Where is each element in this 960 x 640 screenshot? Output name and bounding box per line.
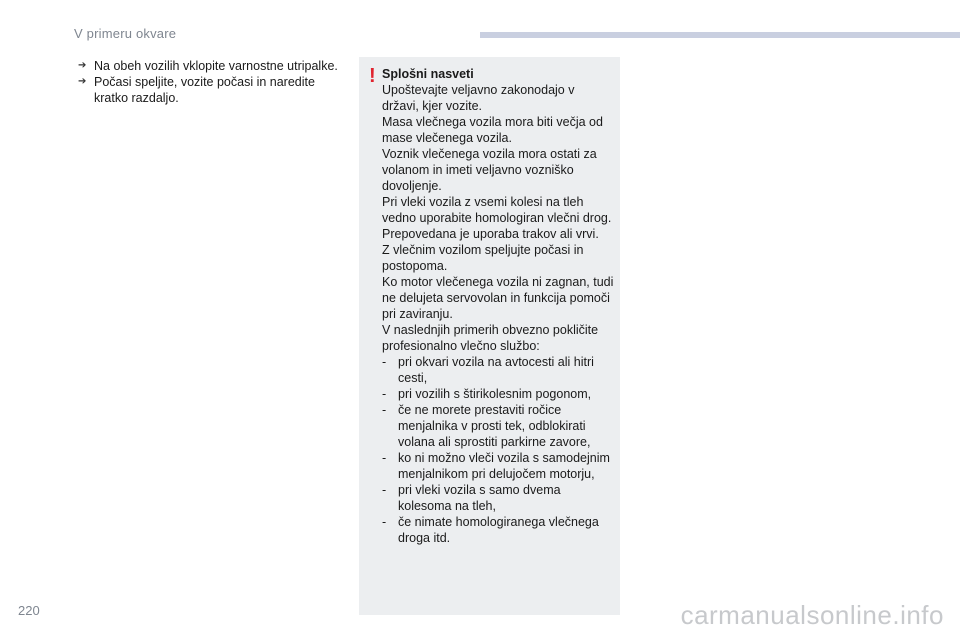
header-accent-bar: [480, 32, 960, 38]
bullet-text: če ne morete prestaviti ročice menjalnika v prosti tek, odblokirati volana ali sprostiti parkirne zavore,: [398, 403, 591, 449]
advice-paragraph: Pri vleki vozila z vsemi kolesi na tleh vedno uporabite homologiran vlečni drog. Prepovedana je uporaba trakov ali vrvi.: [382, 195, 612, 241]
list-item: [382, 450, 614, 482]
advice-bullet-list: [382, 354, 614, 546]
step-item: [78, 58, 348, 74]
advice-paragraph: Masa vlečnega vozila mora biti večja od mase vlečenega vozila.: [382, 115, 603, 145]
steps-list: [78, 58, 348, 106]
page-header-title: V primeru okvare: [74, 26, 177, 41]
advice-paragraph: V naslednjih primerih obvezno pokličite profesionalno vlečno službo:: [382, 323, 599, 353]
bullet-dash: -: [382, 515, 387, 529]
step-text: Počasi speljite, vozite počasi in naredite kratko razdaljo.: [94, 75, 315, 105]
advice-title: Splošni nasveti: [382, 67, 474, 81]
watermark[interactable]: carmanualsonline.info: [680, 600, 944, 630]
bullet-text: če nimate homologiranega vlečnega droga itd.: [398, 515, 599, 545]
advice-paragraph: Ko motor vlečenega vozila ni zagnan, tudi ne delujeta servovolan in funkcija pomoči pri zaviranju.: [382, 275, 614, 321]
list-item: [382, 402, 614, 450]
exclamation-icon: !: [369, 65, 376, 87]
arrow-right-icon: ➔: [78, 60, 87, 71]
step-text: Na obeh vozilih vklopite varnostne utripalke.: [94, 59, 338, 73]
advice-paragraph: Upoštevajte veljavno zakonodajo v državi, kjer vozite.: [382, 83, 575, 113]
list-item: [382, 354, 614, 386]
general-advice-box: [359, 57, 620, 615]
advice-content: [382, 66, 614, 546]
bullet-text: pri vozilih s štirikolesnim pogonom,: [398, 387, 592, 401]
bullet-dash: -: [382, 387, 387, 401]
list-item: [382, 386, 614, 402]
step-item: [78, 74, 348, 106]
bullet-text: pri okvari vozila na avtocesti ali hitri cesti,: [398, 355, 594, 385]
bullet-dash: -: [382, 483, 387, 497]
bullet-dash: -: [382, 451, 387, 465]
advice-paragraph: Z vlečnim vozilom speljujte počasi in postopoma.: [382, 243, 584, 273]
list-item: [382, 514, 614, 546]
bullet-text: ko ni možno vleči vozila s samodejnim menjalnikom pri delujočem motorju,: [398, 451, 610, 481]
bullet-text: pri vleki vozila s samo dvema kolesoma na tleh,: [398, 483, 561, 513]
bullet-dash: -: [382, 355, 387, 369]
advice-paragraph: Voznik vlečenega vozila mora ostati za volanom in imeti veljavno vozniško dovoljenje.: [382, 147, 597, 193]
list-item: [382, 482, 614, 514]
arrow-right-icon: ➔: [78, 76, 87, 87]
bullet-dash: -: [382, 403, 387, 417]
page-number: 220: [18, 603, 40, 618]
